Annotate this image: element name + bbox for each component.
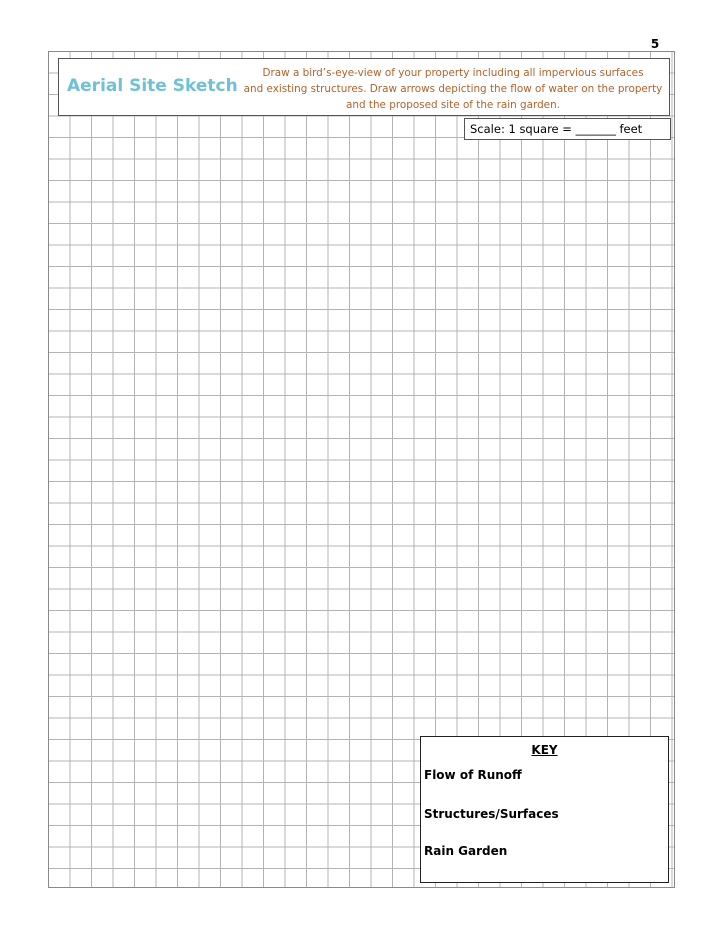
key-title: KEY (531, 743, 558, 757)
page-title: Aerial Site Sketch (67, 76, 238, 96)
key-item-structures-surfaces: Structures/Surfaces (424, 807, 559, 821)
instructions (239, 65, 667, 113)
scale-box[interactable]: Scale: 1 square = _______ feet (464, 118, 671, 140)
key-box (420, 736, 669, 883)
header-box (58, 58, 670, 116)
page-number: 5 (650, 37, 660, 51)
instructions-line-1: Draw a bird’s-eye-view of your property including all impervious surfaces (262, 67, 644, 79)
key-item-flow-of-runoff: Flow of Runoff (424, 768, 522, 782)
instructions-line-3: and the proposed site of the rain garden. (346, 99, 560, 111)
instructions-line-2: and existing structures. Draw arrows depicting the flow of water on the property (243, 83, 663, 95)
key-item-rain-garden: Rain Garden (424, 844, 508, 858)
